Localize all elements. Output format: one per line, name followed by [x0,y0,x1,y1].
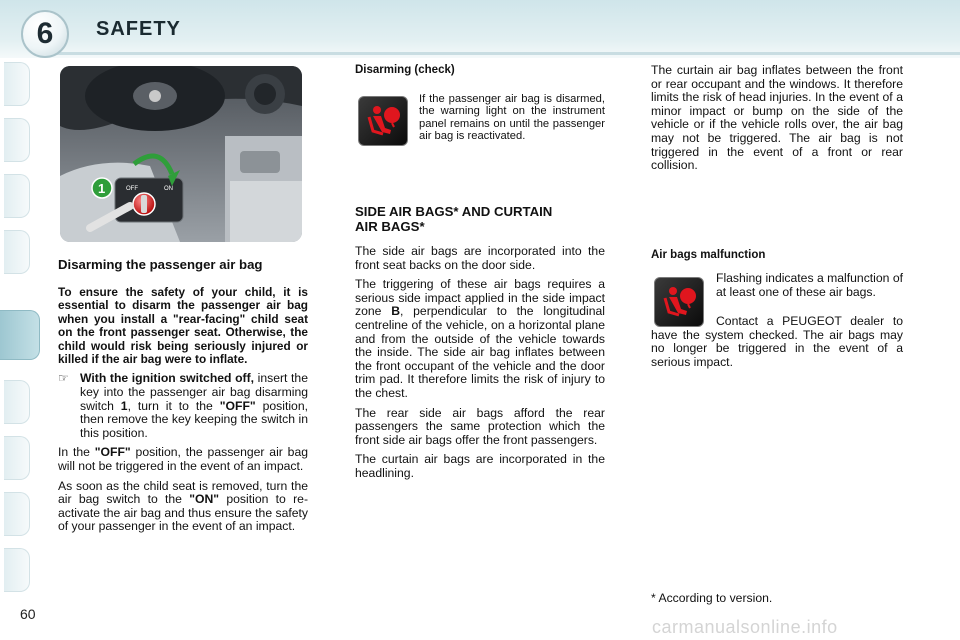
reactivate-text-a: As soon as the child seat is removed, turn the air bag switch to the [58,478,308,507]
off-para-text-b: position, the passenger air bag will not be triggered in the event of an impact. [58,445,308,473]
switch-off-label: OFF [126,186,138,192]
chapter-tab-1[interactable] [4,62,30,106]
side-airbags-p3: The rear side air bags afford the rear passengers the same protection which the front side air bags offer the front passengers. [355,405,605,447]
curtain-airbag-text: The curtain air bag inflates between the front or rear occupant and the windows. It therefore limits the risk of head injuries. In the event of a minor impact or bump on the side of the vehicle or if the vehicle rolls over, the air bag may not be triggered. The air bag is not triggered in the event of a front or rear collision. [651,63,903,173]
chapter-tab-2[interactable] [4,118,30,162]
step-text-b: , turn it to the [127,398,220,413]
chapter-tab-4[interactable] [4,230,30,274]
airbag-warning-light-icon [363,101,403,141]
side-airbags-p2 [355,278,605,400]
airbag-switch-photo [60,66,302,242]
left-column [58,257,308,540]
off-para-label: "OFF" [94,445,131,460]
step-text-a: insert the key into the passenger air bag disarming switch [80,371,308,413]
side-airbags-p4: The curtain air bags are incorporated in the headlining. [355,452,605,480]
step-bold-lead: With the ignition switched off, [80,371,255,386]
side-p2-text-b: , perpendicular to the longitudinal centreline of the vehicle, on a horizontal plane and from the outside of the vehicle towards the inside. The side air bag inflates between the front occupant of the vehicle and the door trim pad. It therefore limits the risk of injury to the chest. [355,304,605,400]
chapter-tab-8[interactable] [4,436,30,480]
reactivate-text-b: position to re-activate the air bag and thus ensure the safety of your passenger in the event of an impact. [58,492,309,534]
off-position-paragraph [58,446,308,473]
chapter-tab-10[interactable] [4,548,30,592]
reactivate-paragraph [58,480,308,534]
middle-column [355,64,605,83]
version-footnote: * According to version. [651,591,773,605]
switch-on-label: ON [164,186,173,192]
disarming-check-heading: Disarming (check) [355,64,455,76]
malfunction-p2-wrap [651,315,903,375]
side-p2-text-a: The triggering of these air bags requires a serious side impact applied in the side impact zone [355,277,605,319]
switch-callout-number: 1 [98,181,106,196]
airbags-malfunction-heading: Air bags malfunction [651,249,766,261]
chapter-tab-3[interactable] [4,174,30,218]
child-seat-warning: To ensure the safety of your child, it is essential to disarm the passenger air bag when you install a "rear-facing" child seat on the front passenger seat. Otherwise, the child would risk being seriously injured or killed if the air bag were to inflate. [58,285,308,367]
malfunction-section [651,249,903,268]
section-title: SAFETY [96,18,181,40]
passenger-airbag-warning-icon [358,96,408,146]
chapter-tab-safety-active[interactable] [0,310,40,360]
malfunction-p2: Contact a PEUGEOT dealer to have the system checked. The air bags may no longer be triggered in the event of a serious impact. [651,314,903,369]
malfunction-p1: Flashing indicates a malfunction of at least one of these air bags. [716,271,903,299]
watermark: carmanualsonline.info [652,617,838,637]
step-off-label: "OFF" [219,398,256,413]
reactivate-on-label: "ON" [189,492,220,507]
dashboard-illustration [60,66,302,242]
ignition-step [58,372,308,446]
side-airbags-section [355,204,605,487]
page-number: 60 [20,606,36,622]
step-switch-ref: 1 [120,398,128,413]
disarm-passenger-heading: Disarming the passenger air bag [58,257,263,272]
chapter-tab-7[interactable] [4,380,30,424]
side-airbags-heading: SIDE AIR BAGS* AND CURTAIN AIR BAGS* [355,204,553,234]
off-para-text-a: In the [58,445,95,460]
chapter-tab-9[interactable] [4,492,30,536]
step-pointer-icon: ☞ [58,371,69,386]
disarming-check-text: If the passenger air bag is disarmed, the warning light on the instrument panel remains on until the passenger air bag is reactivated. [419,93,605,143]
header-rule [40,52,960,55]
side-airbags-p1: The side air bags are incorporated into the front seat backs on the door side. [355,244,605,272]
step-text-c: position, then remove the key keeping the switch in this position. [80,398,308,440]
side-impact-zone-ref: B [391,304,400,319]
chapter-number-badge: 6 [21,10,69,58]
